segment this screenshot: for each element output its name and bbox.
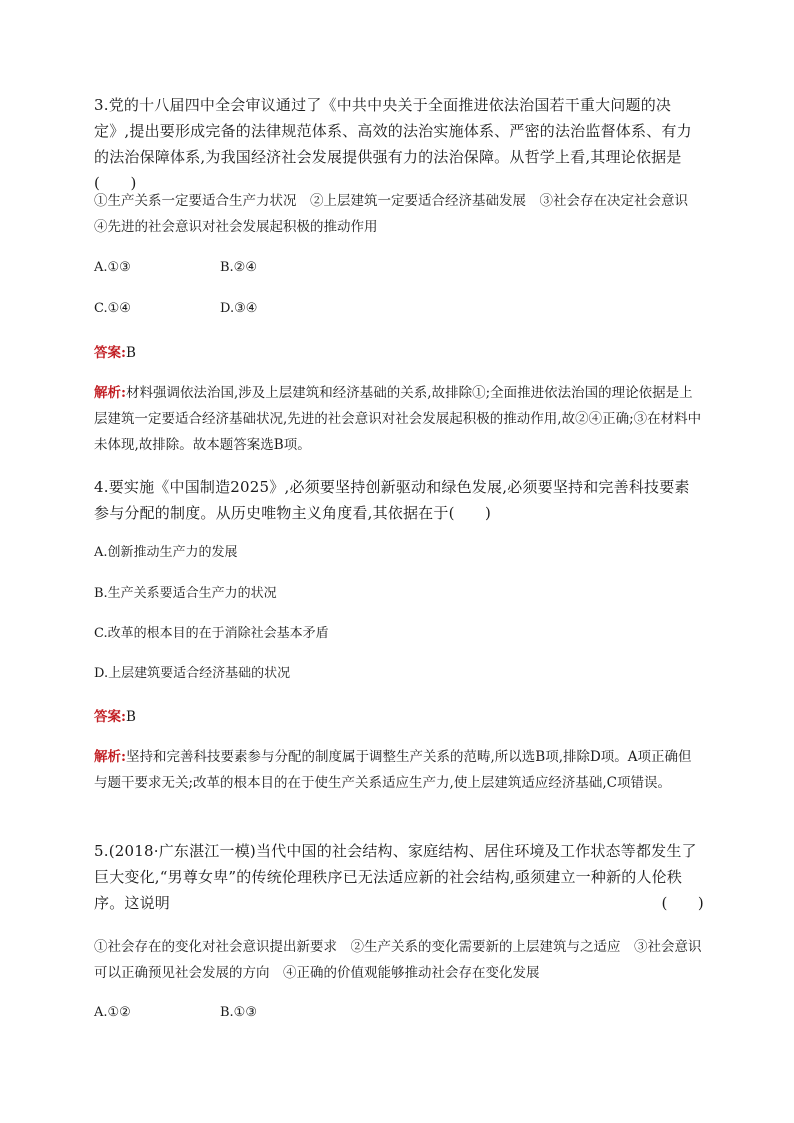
q5-options: ①社会存在的变化对社会意识提出新要求 ②生产关系的变化需要新的上层建筑与之适应 ③社会意识可以正确预见社会发展的方向 ④正确的价值观能够推动社会存在变化发展 [94,939,702,981]
q4-stem: 4.要实施《中国制造2025》,必须要坚持创新驱动和绿色发展,必须要坚持和完善科技要素参与分配的制度。从历史唯物主义角度看,其依据在于( ) [94,478,690,522]
q4-choice-c: C.改革的根本目的在于消除社会基本矛盾 [94,626,329,641]
q4-choice-a: A.创新推动生产力的发展 [94,545,238,560]
q3-answer-label: 答案: [94,345,126,361]
q4-analysis-label: 解析: [94,749,126,765]
q5-stem: 5.(2018·广东湛江一模)当代中国的社会结构、家庭结构、居住环境及工作状态等都发生了巨大变化,“男尊女卑”的传统伦理秩序已无法适应新的社会结构,亟须建立一种新的人伦秩序。这说明 [94,842,697,912]
q3-choice-c: C.①④ [94,301,131,316]
q4-choice-d: D.上层建筑要适合经济基础的状况 [94,666,291,681]
q3-choice-b: B.②④ [220,260,257,275]
q5-answer-paren: ( ) [661,894,704,912]
q3-options: ①生产关系一定要适合生产力状况 ②上层建筑一定要适合经济基础发展 ③社会存在决定社会意识 ④先进的社会意识对社会发展起积极的推动作用 [94,193,702,235]
q3-choice-d: D.③④ [220,301,258,316]
q5-choice-b: B.①③ [220,1005,257,1020]
q5-choice-a: A.①② [94,1005,131,1020]
q3-answer-value: B [125,345,136,361]
q4-choice-b: B.生产关系要适合生产力的状况 [94,586,277,601]
q3-answer [94,340,704,366]
q3-analysis-label: 解析: [94,385,126,401]
q4-answer-value: B [125,709,136,725]
q3-choice-a: A.①③ [94,260,131,275]
q4-answer [94,704,704,730]
q5-stem-block [94,838,704,916]
q4-analysis [94,744,704,796]
q4-analysis-text: 坚持和完善科技要素参与分配的制度属于调整生产关系的范畴,所以选B项,排除D项。A项正确但与题干要求无关;改革的根本目的在于使生产关系适应生产力,使上层建筑适应经济基础,C项错误。 [94,749,692,791]
q3-analysis [94,380,704,458]
q4-answer-label: 答案: [94,709,126,725]
q3-stem: 3.党的十八届四中全会审议通过了《中共中央关于全面推进依法治国若干重大问题的决定》,提出要形成完备的法律规范体系、高效的法治实施体系、严密的法治监督体系、有力的法治保障体系,为我国经济社会发展提供强有力的法治保障。从哲学上看,其理论依据是( ) [94,96,692,192]
q3-analysis-text: 材料强调依法治国,涉及上层建筑和经济基础的关系,故排除①;全面推进依法治国的理论依据是上层建筑一定要适合经济基础状况,先进的社会意识对社会发展起积极的推动作用,故②④正确;③在材料中未体现,故排除。故本题答案选B项。 [94,385,702,453]
